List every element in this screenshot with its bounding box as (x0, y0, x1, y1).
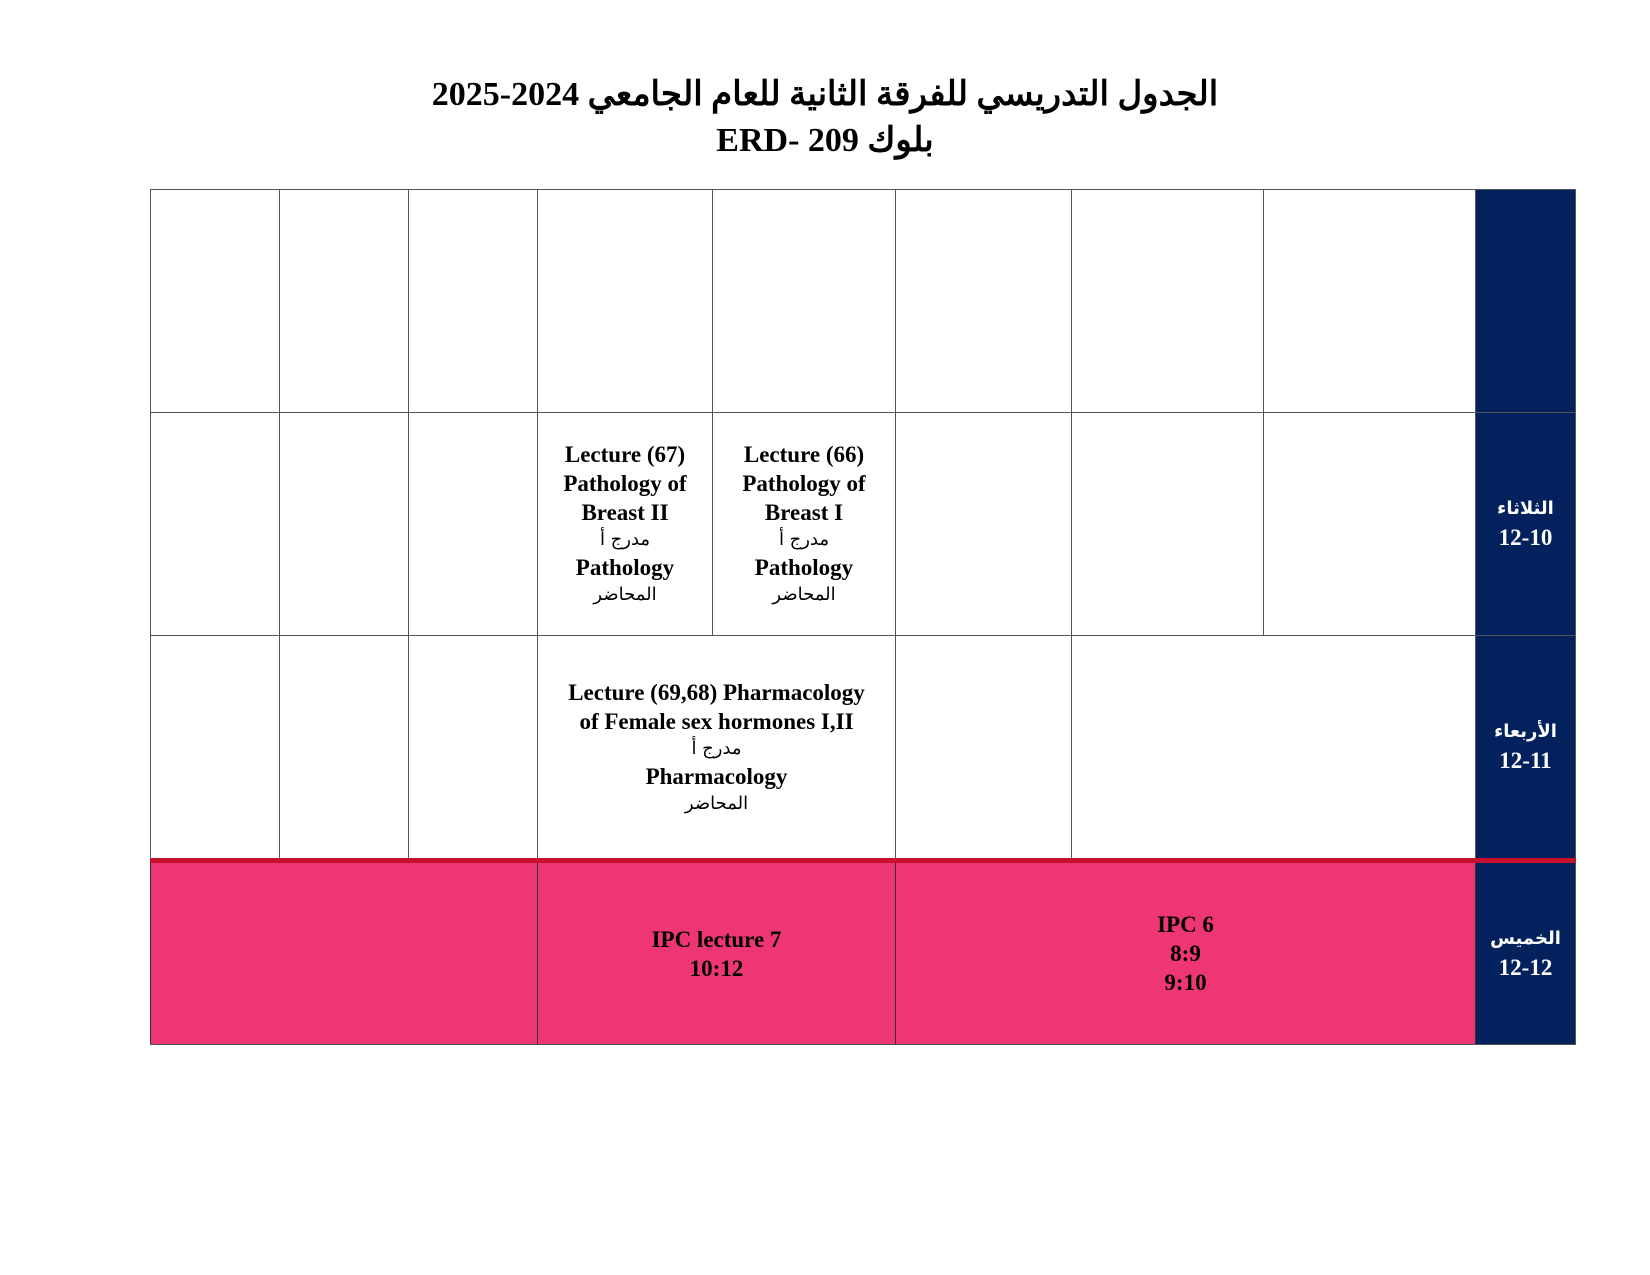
lecture-cell-67 (538, 413, 713, 636)
empty-cell (280, 636, 409, 861)
lecture-hall: مدرج أ (778, 529, 830, 550)
empty-cell (409, 413, 538, 636)
empty-cell (151, 190, 280, 413)
ipc-title: IPC 6 (1157, 912, 1214, 937)
day-cell-wednesday (1476, 636, 1576, 861)
ipc-title: IPC lecture 7 (651, 926, 782, 952)
lecture-title: Lecture (69,68) Pharmacology (568, 679, 865, 705)
schedule-table (150, 189, 1576, 1045)
empty-cell (151, 413, 280, 636)
empty-cell (280, 190, 409, 413)
day-cell-empty (1476, 190, 1576, 413)
empty-cell (1072, 413, 1264, 636)
lecture-cell-69-68 (538, 636, 896, 861)
lecture-topic: Breast I (764, 500, 844, 525)
lecture-topic: Breast II (581, 500, 669, 525)
lecture-cell-66 (713, 413, 896, 636)
day-cell-thursday (1476, 861, 1576, 1045)
empty-cell (896, 636, 1072, 861)
lecture-lecturer: المحاضر (772, 584, 836, 605)
empty-cell (409, 190, 538, 413)
lecture-department: Pathology (575, 555, 675, 580)
table-row (151, 413, 1576, 636)
table-row (151, 861, 1576, 1045)
table-row (151, 190, 1576, 413)
empty-cell (151, 636, 280, 861)
empty-cell (896, 190, 1072, 413)
lecture-title: Lecture (66) (743, 442, 865, 467)
empty-cell (713, 190, 896, 413)
title-line-2: بلوك ERD- 209 (716, 122, 934, 159)
empty-cell (1264, 190, 1476, 413)
empty-cell (896, 413, 1072, 636)
page-title (0, 72, 1650, 164)
ipc-6-cell (896, 861, 1476, 1045)
empty-cell (151, 861, 538, 1045)
ipc-lecture-7-cell (538, 861, 896, 1045)
lecture-department: Pathology (754, 555, 854, 580)
day-name: الأربعاء (1494, 721, 1557, 742)
empty-cell (1072, 190, 1264, 413)
lecture-lecturer: المحاضر (684, 792, 749, 814)
day-time: 12-11 (1499, 748, 1552, 773)
day-cell-tuesday (1476, 413, 1576, 636)
lecture-hall: مدرج أ (599, 529, 651, 550)
lecture-title: Lecture (67) (564, 442, 686, 467)
empty-cell (1072, 636, 1476, 861)
lecture-title: of Female sex hormones I,II (579, 708, 854, 734)
day-name: الثلاثاء (1497, 498, 1554, 519)
ipc-slot: 10:12 (689, 955, 744, 981)
empty-cell (1264, 413, 1476, 636)
empty-cell (409, 636, 538, 861)
ipc-slot: 9:10 (1164, 970, 1207, 995)
lecture-topic: Pathology of (563, 471, 687, 496)
title-line-1: الجدول التدريسي للفرقة الثانية للعام الجامعي 2024-2025 (431, 76, 1219, 113)
day-time: 12-10 (1498, 525, 1553, 550)
table-row (151, 636, 1576, 861)
empty-cell (538, 190, 713, 413)
day-time: 12-12 (1498, 954, 1553, 980)
lecture-department: Pharmacology (645, 763, 788, 789)
lecture-hall: مدرج أ (691, 737, 742, 759)
ipc-slot: 8:9 (1170, 941, 1201, 966)
lecture-topic: Pathology of (742, 471, 866, 496)
day-name: الخميس (1490, 927, 1561, 949)
empty-cell (280, 413, 409, 636)
lecture-lecturer: المحاضر (593, 584, 657, 605)
